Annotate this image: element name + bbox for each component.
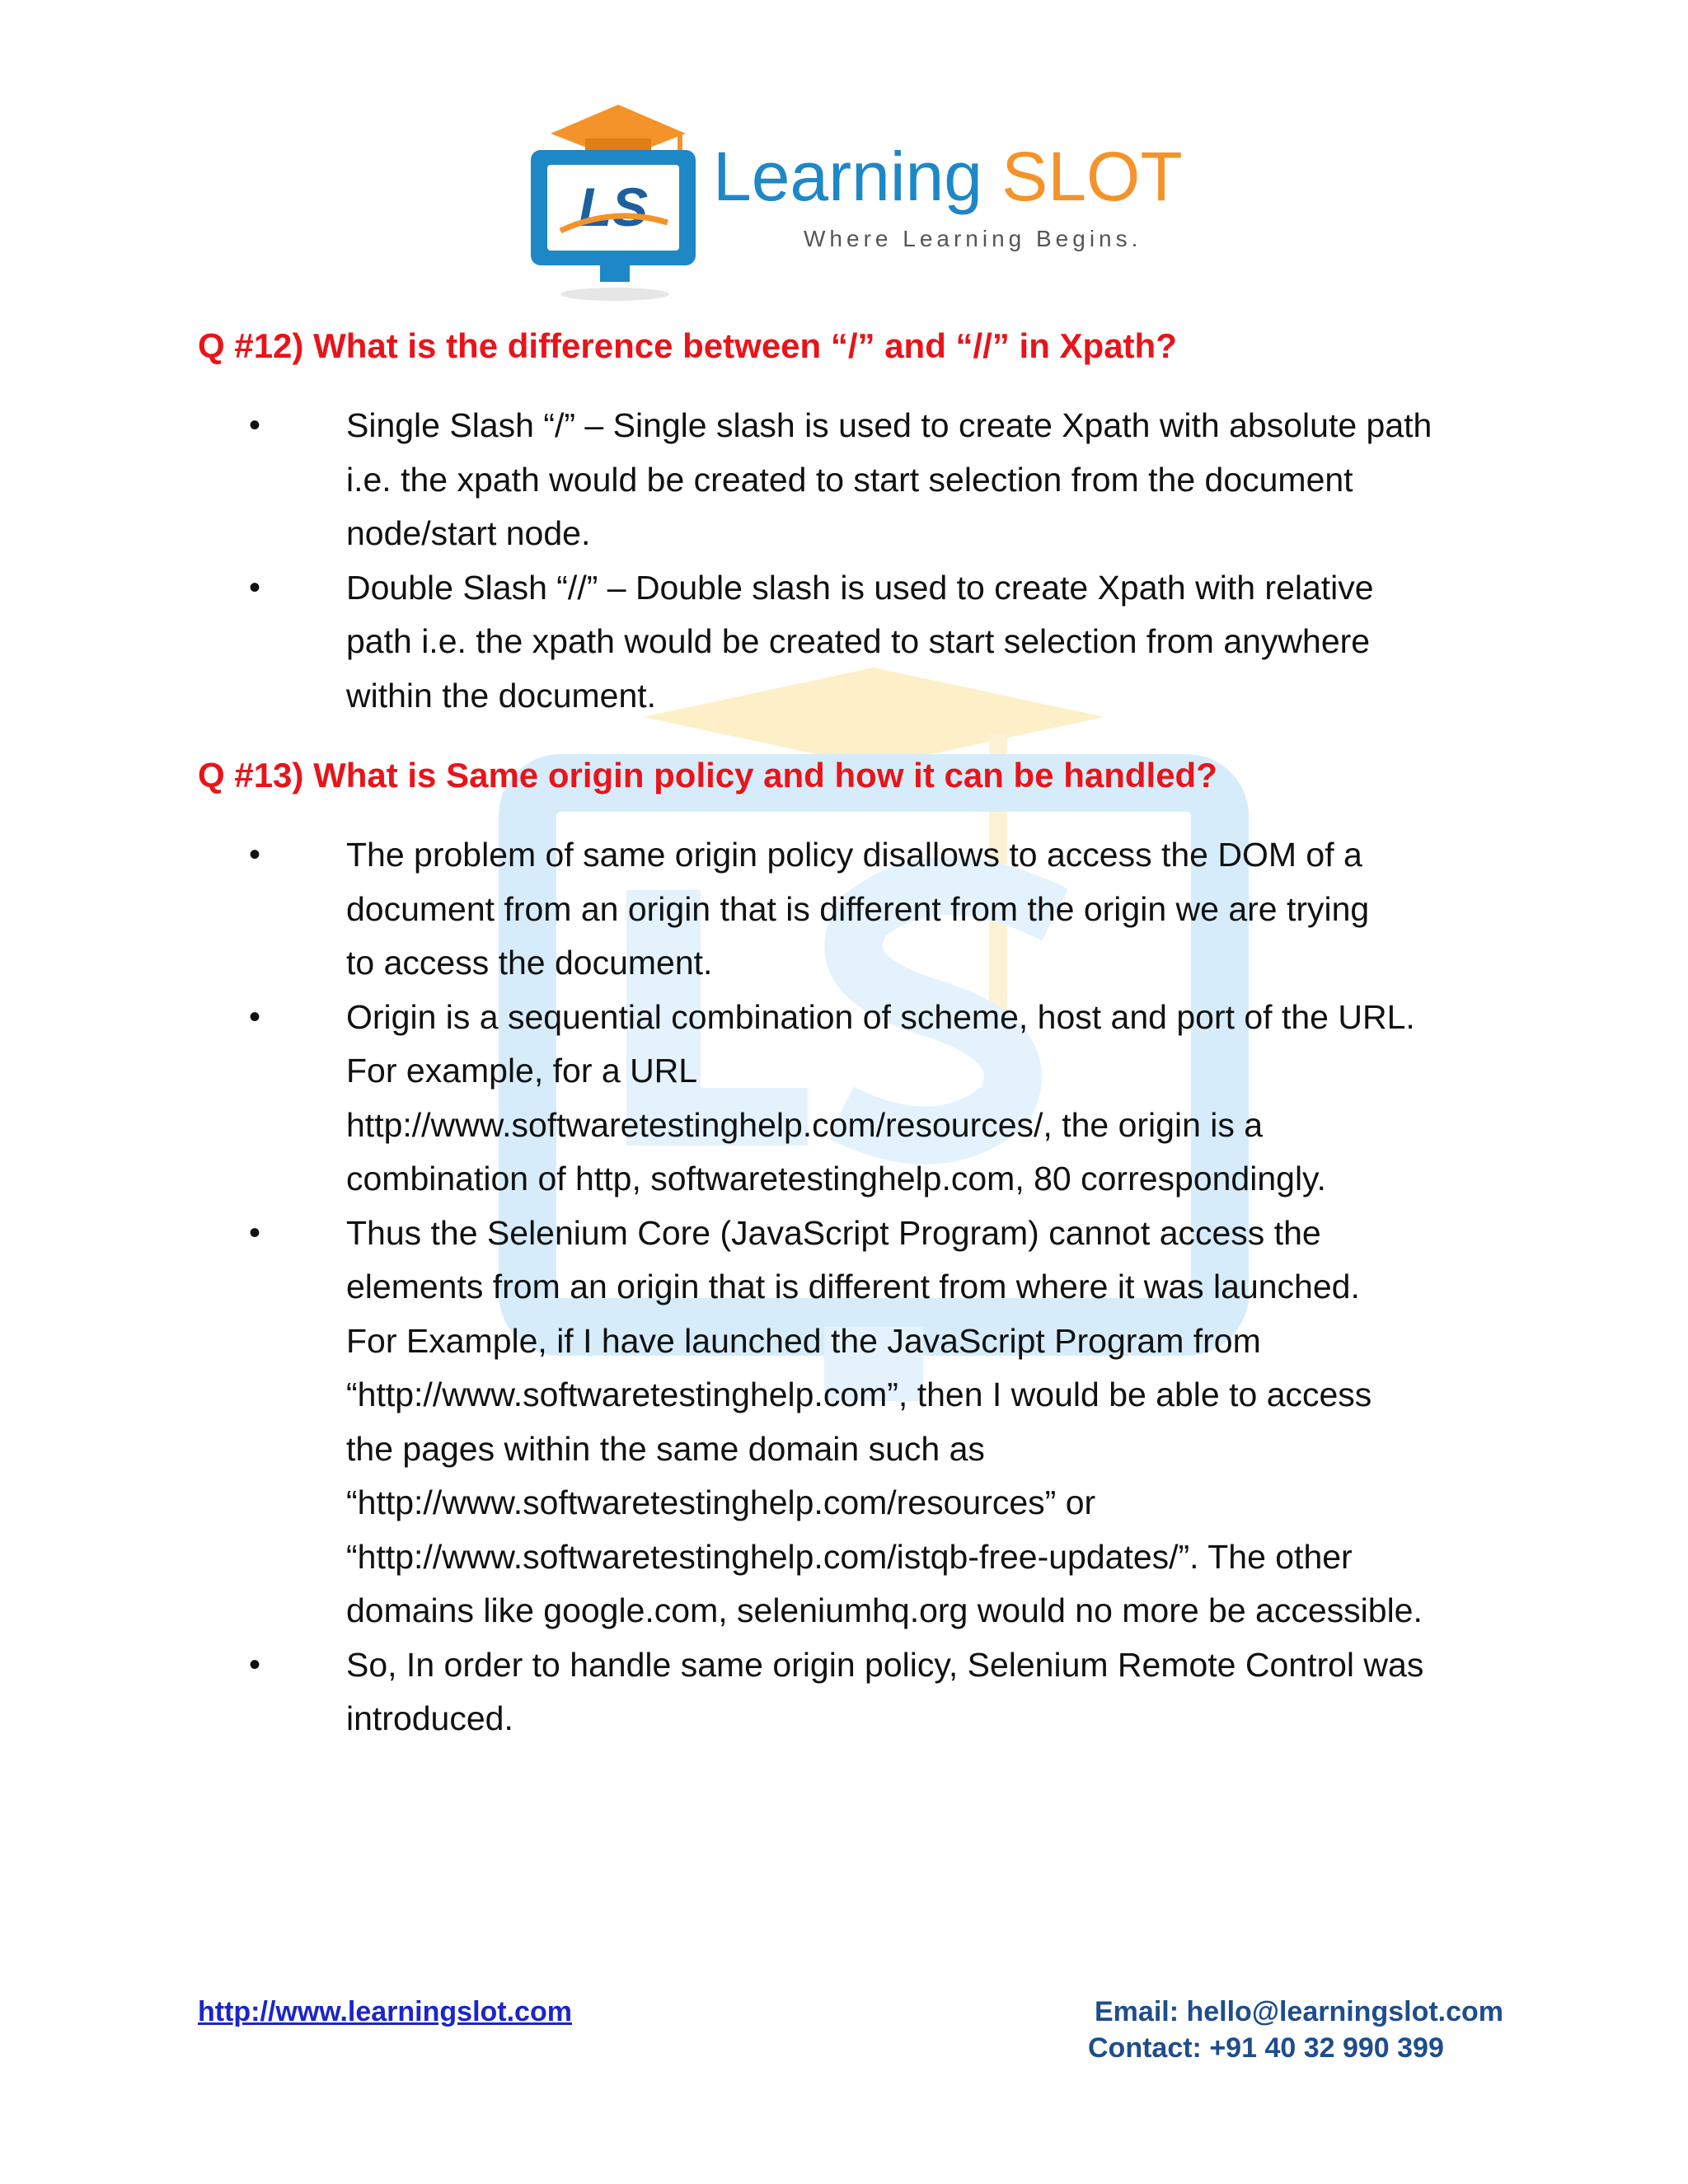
- logo-tagline: Where Learning Begins.: [804, 226, 1142, 251]
- answer-line: http://www.softwaretestinghelp.com/resources/, the origin is a: [346, 1105, 1264, 1144]
- answer-line: path i.e. the xpath would be created to start selection from anywhere: [346, 622, 1371, 660]
- bullet-icon: •: [249, 837, 261, 873]
- answer-line: document from an origin that is different from the origin we are trying: [346, 889, 1370, 928]
- answer-line: For Example, if I have launched the JavaScript Program from: [346, 1321, 1261, 1360]
- answer-line: For example, for a URL: [346, 1052, 698, 1090]
- question-12-answer-list: [198, 399, 1517, 723]
- list-item: [198, 561, 1533, 724]
- bullet-icon: •: [249, 1214, 261, 1251]
- list-item: [198, 1638, 1533, 1746]
- list-item: [198, 1207, 1533, 1638]
- answer-line: Single Slash “/” – Single slash is used to create Xpath with absolute path: [346, 406, 1432, 444]
- answer-line: “http://www.softwaretestinghelp.com/resources” or: [346, 1483, 1096, 1521]
- answer-line: The problem of same origin policy disallows to access the DOM of a: [346, 836, 1362, 874]
- answer-line: to access the document.: [346, 944, 713, 982]
- answer-line: within the document.: [346, 676, 657, 715]
- logo-title-learning: Learning: [713, 138, 982, 215]
- answer-line: Thus the Selenium Core (JavaScript Program) cannot access the: [346, 1213, 1321, 1252]
- website-link[interactable]: http://www.learningslot.com: [198, 1996, 572, 2027]
- logo-title: [713, 138, 1183, 215]
- answer-line: “http://www.softwaretestinghelp.com”, then I would be able to access: [346, 1376, 1372, 1413]
- bullet-icon: •: [249, 407, 261, 443]
- answer-line: elements from an origin that is different from where it was launched.: [346, 1268, 1360, 1305]
- list-item: [198, 991, 1533, 1207]
- main-content: [198, 323, 1517, 1746]
- list-item: [198, 828, 1533, 991]
- footer-contact: Contact: +91 40 32 990 399: [1088, 2032, 1444, 2064]
- bullet-icon: •: [249, 998, 261, 1035]
- answer-line: i.e. the xpath would be created to start selection from the document: [346, 460, 1353, 499]
- answer-line: So, In order to handle same origin policy, Selenium Remote Control was: [346, 1645, 1424, 1684]
- answer-line: the pages within the same domain such as: [346, 1429, 985, 1468]
- answer-line: domains like google.com, seleniumhq.org would no more be accessible.: [346, 1591, 1423, 1629]
- answer-line: Origin is a sequential combination of scheme, host and port of the URL.: [346, 997, 1415, 1036]
- logo-title-slot: SLOT: [1001, 138, 1183, 215]
- question-13-heading: Q #13) What is Same origin policy and how it can be handled?: [198, 756, 1217, 794]
- question-13-answer-list: [198, 828, 1517, 1746]
- logo-mark-text: LS: [578, 176, 649, 237]
- list-item: [198, 399, 1533, 561]
- answer-line: introduced.: [346, 1699, 513, 1737]
- answer-line: Double Slash “//” – Double slash is used to create Xpath with relative: [346, 568, 1374, 607]
- monitor-logo-icon: [528, 101, 709, 307]
- answer-line: combination of http, softwaretestinghelp.com, 80 correspondingly.: [346, 1160, 1326, 1197]
- answer-line: node/start node.: [346, 514, 591, 552]
- answer-line: “http://www.softwaretestinghelp.com/istqb-free-updates/”. The other: [346, 1537, 1353, 1576]
- footer-email: Email: hello@learningslot.com: [1095, 1996, 1504, 2027]
- bullet-icon: •: [249, 569, 261, 606]
- brand-logo: [528, 101, 1183, 315]
- bullet-icon: •: [249, 1646, 261, 1683]
- question-12-heading: Q #12) What is the difference between “/” and “//” in Xpath?: [198, 326, 1177, 365]
